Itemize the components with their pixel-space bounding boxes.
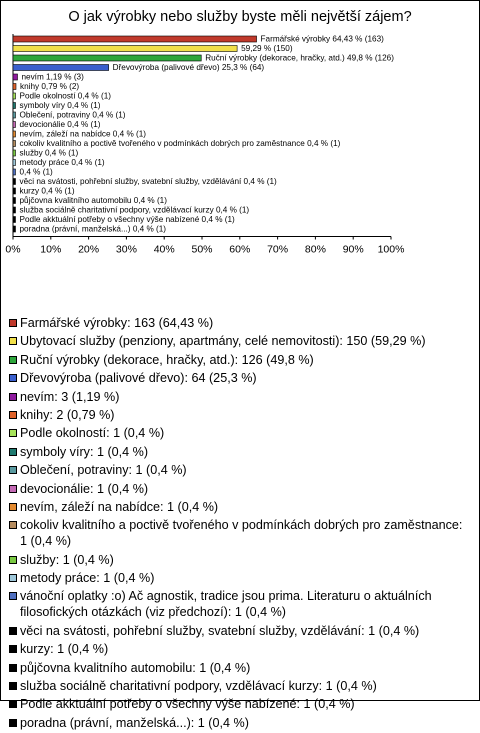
legend-item	[9, 462, 471, 478]
legend-label: Podle okolností: 1 (0,4 %)	[20, 426, 165, 441]
bar-label: kurzy 0,4 % (1)	[19, 186, 75, 196]
legend-swatch	[9, 574, 17, 582]
bar	[13, 217, 16, 223]
legend-item	[9, 499, 471, 515]
legend-label: knihy: 2 (0,79 %)	[20, 407, 115, 422]
x-tick-label: 30%	[115, 243, 137, 256]
bar	[13, 46, 237, 52]
legend-item	[9, 352, 471, 368]
bar-label: Podle akktuální potřeby o všechny výše nabízené 0,4 % (1)	[19, 215, 235, 224]
legend-item	[9, 660, 471, 676]
legend-swatch	[9, 337, 17, 345]
legend-item	[9, 333, 471, 349]
legend-swatch	[9, 645, 17, 653]
legend-label: vánoční oplatky :o) Ač agnostik, tradice jsou prima. Literaturu o aktuálních filosofických otázkách (viz předchozí): 1 (0,4 %)	[20, 589, 432, 620]
x-tick-label: 80%	[304, 243, 326, 256]
bar-label: nevím, záleží na nabídce 0,4 % (1)	[19, 129, 147, 139]
bar	[13, 84, 16, 90]
bar	[13, 150, 16, 156]
bar-label: poradna (právní, manželská...) 0,4 % (1)	[19, 224, 167, 234]
legend-label: devocionálie: 1 (0,4 %)	[20, 481, 149, 496]
x-tick-label: 100%	[377, 243, 405, 256]
legend-swatch	[9, 429, 17, 437]
bar	[13, 207, 16, 213]
legend-item	[9, 570, 471, 586]
legend-item	[9, 623, 471, 639]
legend-label: metody práce: 1 (0,4 %)	[20, 571, 155, 586]
bar	[13, 112, 16, 118]
bar	[13, 93, 16, 99]
bar	[13, 198, 16, 204]
legend-label: kurzy: 1 (0,4 %)	[20, 642, 109, 657]
legend-item	[9, 425, 471, 441]
legend-label: symboly víry: 1 (0,4 %)	[20, 444, 149, 459]
legend-label: Ruční výrobky (dekorace, hračky, atd.): 126 (49,8 %)	[20, 352, 314, 367]
bar-label: půjčovna kvalitního automobilu 0,4 % (1)	[19, 196, 167, 205]
bar	[13, 141, 16, 147]
bar	[13, 188, 16, 194]
legend-swatch	[9, 319, 17, 327]
x-tick-label: 70%	[267, 243, 289, 256]
x-tick-label: 40%	[153, 243, 175, 256]
legend-swatch	[9, 374, 17, 382]
legend-label: Dřevovýroba (palivové dřevo): 64 (25,3 %)	[20, 371, 257, 386]
bar	[13, 169, 16, 175]
x-tick-label: 60%	[229, 243, 251, 256]
legend-label: poradna (právní, manželská...): 1 (0,4 %)	[20, 715, 249, 730]
legend-swatch	[9, 682, 17, 690]
legend-label: cokoliv kvalitního a poctivě tvořeného v podmínkách dobrých pro zaměstnance: 1 (0,4 %)	[20, 518, 463, 549]
legend-item	[9, 641, 471, 657]
legend-swatch	[9, 448, 17, 456]
legend-item	[9, 517, 471, 549]
bar	[13, 179, 16, 185]
bar-label: Dřevovýroba (palivové dřevo) 25,3 % (64)	[112, 63, 265, 72]
legend-label: Podle akktuální potřeby o všechny výše nabízené: 1 (0,4 %)	[20, 697, 355, 712]
bar-label: 0,4 % (1)	[19, 167, 53, 177]
legend-item	[9, 370, 471, 386]
bar-chart-plot	[1, 1, 479, 313]
chart-legend	[9, 315, 471, 733]
bar-label: 59,29 % (150)	[241, 44, 293, 53]
bar-label: knihy 0,79 % (2)	[19, 82, 80, 91]
legend-item	[9, 552, 471, 568]
bar-label: Podle okolností 0,4 % (1)	[19, 91, 111, 101]
bar-label: služba sociálně charitativní podpory, vzdělávací kurzy 0,4 % (1)	[19, 205, 250, 215]
legend-swatch	[9, 664, 17, 672]
x-tick-label: 90%	[342, 243, 364, 256]
legend-swatch	[9, 356, 17, 364]
bar	[13, 131, 16, 137]
bar-label: metody práce 0,4 % (1)	[19, 158, 105, 167]
legend-item	[9, 678, 471, 694]
chart-title: O jak výrobky nebo služby byste měli největší zájem?	[68, 9, 412, 25]
bar	[13, 74, 17, 80]
legend-swatch	[9, 556, 17, 564]
bar-label: symboly víry 0,4 % (1)	[19, 101, 101, 110]
bar-label: služby 0,4 % (1)	[19, 148, 79, 158]
bar-label: devocionálie 0,4 % (1)	[19, 120, 101, 129]
legend-label: Farmářské výrobky: 163 (64,43 %)	[20, 316, 214, 330]
bar	[13, 65, 109, 71]
legend-item	[9, 407, 471, 423]
legend-label: půjčovna kvalitního automobilu: 1 (0,4 %)	[20, 660, 251, 675]
legend-swatch	[9, 393, 17, 401]
bar-label: Farmářské výrobky 64,43 % (163)	[260, 34, 384, 44]
legend-swatch	[9, 521, 17, 529]
x-tick-label: 10%	[40, 243, 62, 256]
bar-label: nevím 1,19 % (3)	[21, 72, 84, 82]
legend-label: Ubytovací služby (penziony, apartmány, celé nemovitosti): 150 (59,29 %)	[20, 334, 426, 349]
bar	[13, 103, 16, 109]
bar	[13, 55, 201, 61]
legend-swatch	[9, 503, 17, 511]
legend-label: nevím: 3 (1,19 %)	[20, 389, 120, 404]
bar	[13, 226, 16, 232]
x-tick-label: 0%	[5, 243, 21, 256]
bar	[13, 160, 16, 166]
legend-item	[9, 715, 471, 731]
bar	[13, 122, 16, 128]
bar-label: Oblečení, potraviny 0,4 % (1)	[19, 110, 126, 120]
legend-item	[9, 588, 471, 620]
legend-label: věci na svátosti, pohřební služby, svatební služby, vzdělávání: 1 (0,4 %)	[20, 623, 420, 638]
legend-label: služby: 1 (0,4 %)	[20, 552, 114, 567]
bar-label: věci na svátosti, pohřební služby, svatební služby, vzdělávání 0,4 % (1)	[19, 177, 277, 186]
legend-swatch	[9, 627, 17, 635]
legend-item	[9, 389, 471, 405]
x-tick-label: 20%	[78, 243, 100, 256]
bar	[13, 36, 257, 42]
x-tick-label: 50%	[191, 243, 213, 256]
legend-swatch	[9, 719, 17, 727]
bar-label: Ruční výrobky (dekorace, hračky, atd.) 49,8 % (126)	[205, 53, 394, 63]
legend-item	[9, 481, 471, 497]
legend-label: služba sociálně charitativní podpory, vzdělávací kurzy: 1 (0,4 %)	[20, 679, 377, 694]
legend-item	[9, 444, 471, 460]
legend-label: nevím, záleží na nabídce: 1 (0,4 %)	[20, 499, 219, 514]
legend-swatch	[9, 592, 17, 600]
legend-item	[9, 315, 471, 331]
legend-swatch	[9, 485, 17, 493]
legend-swatch	[9, 411, 17, 419]
legend-swatch	[9, 700, 17, 708]
bar-label: cokoliv kvalitního a poctivě tvořeného v podmínkách dobrých pro zaměstnance 0,4 % (1)	[19, 139, 341, 148]
legend-swatch	[9, 466, 17, 474]
legend-item	[9, 696, 471, 712]
legend-label: Oblečení, potraviny: 1 (0,4 %)	[20, 463, 187, 478]
